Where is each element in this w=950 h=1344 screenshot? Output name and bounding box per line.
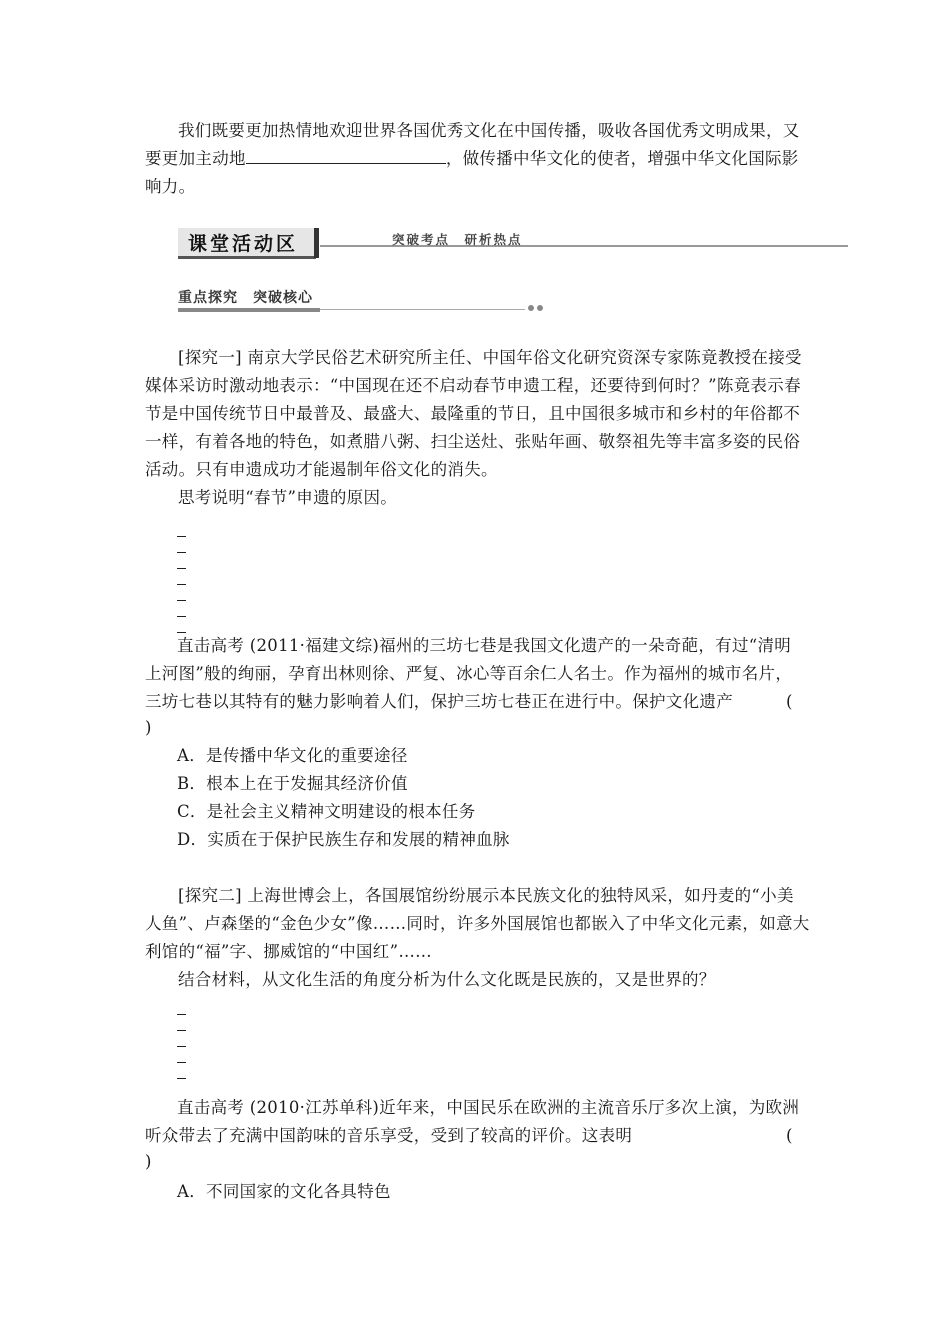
answer-blank[interactable] — [246, 145, 446, 164]
answer-line[interactable] — [177, 1062, 186, 1063]
answer-line[interactable] — [177, 584, 186, 585]
section-header — [178, 228, 848, 258]
intro-text-before: 我们既要更加热情地欢迎世界各国优秀文化在中国传播，吸收各国优秀文明成果，又要更加主动地 — [145, 121, 800, 168]
exam-one-line: 三坊七巷以其特有的魅力影响着人们，保护三坊七巷正在进行中。保护文化遗产 — [145, 692, 733, 711]
answer-paren-open: ( — [786, 692, 793, 711]
answer-line[interactable] — [177, 1014, 186, 1015]
answer-line[interactable] — [177, 1046, 186, 1047]
answer-line[interactable] — [177, 1078, 186, 1079]
answer-line[interactable] — [177, 1030, 186, 1031]
inquiry-one-text: [探究一] 南京大学民俗艺术研究所主任、中国年俗文化研究资深专家陈竟教授在接受媒体采访时激动地表示：“中国现在还不启动春节申遗工程，还要待到何时？”陈竟表示春节是中国传统节日中最普及、最盛大、最隆重的节日，且中国很多城市和乡村的年俗都不一样，有着各地的特色，如煮腊八粥、扫尘送灶、张贴年画、敬祭祖先等丰富多姿的民俗活动。只有申遗成功才能遏制年俗文化的消失。 — [145, 348, 802, 479]
option-c[interactable]: C．是社会主义精神文明建设的根本任务 — [177, 802, 476, 821]
inquiry-two-text: [探究二] 上海世博会上，各国展馆纷纷展示本民族文化的独特风采，如丹麦的“小美人鱼”、卢森堡的“金色少女”像……同时，许多外国展馆也都嵌入了中华文化元素，如意大利馆的“福”字、挪威馆的“中国红”…… — [145, 886, 810, 961]
option-a[interactable]: A．是传播中华文化的重要途径 — [177, 746, 408, 765]
exam-one-line: 上河图”般的绚丽，孕育出林则徐、严复、冰心等百余仁人名士。作为福州的城市名片， — [145, 664, 793, 683]
answer-line[interactable] — [177, 600, 186, 601]
subsection-rule — [320, 309, 525, 310]
intro-paragraph — [145, 117, 810, 201]
bullet-dot-icon — [537, 305, 543, 311]
answer-line[interactable] — [177, 568, 186, 569]
answer-line[interactable] — [177, 536, 186, 537]
option-d[interactable]: D．实质在于保护民族生存和发展的精神血脉 — [177, 830, 510, 849]
intro-text-after: ，做传播中华文化的使者，增强中华文化国际影响力。 — [145, 149, 799, 196]
exam-two-line: 直击高考 (2010·江苏单科)近年来，中国民乐在欧洲的主流音乐厅多次上演，为欧洲 — [177, 1098, 800, 1117]
subsection-bar — [178, 308, 320, 312]
option-a[interactable]: A．不同国家的文化各具特色 — [177, 1182, 391, 1201]
bullet-dot-icon — [528, 305, 534, 311]
option-b[interactable]: B．根本上在于发掘其经济价值 — [177, 774, 408, 793]
answer-line[interactable] — [177, 552, 186, 553]
section-title-box — [178, 228, 316, 259]
section-title: 课堂活动区 — [188, 233, 299, 255]
subsection-title: 重点探究 突破核心 — [178, 290, 313, 306]
section-divider-bar — [314, 228, 319, 258]
exam-one-line: 直击高考 (2011·福建文综)福州的三坊七巷是我国文化遗产的一朵奇葩，有过“清明 — [177, 636, 792, 655]
answer-paren-open: ( — [786, 1126, 793, 1145]
inquiry-two-question: 结合材料，从文化生活的角度分析为什么文化既是民族的，又是世界的？ — [178, 970, 716, 989]
subsection-header — [178, 287, 543, 315]
inquiry-one-question: 思考说明“春节”申遗的原因。 — [178, 488, 398, 507]
answer-paren-close: ) — [145, 1152, 152, 1171]
section-subtitle: 突破考点 研析热点 — [392, 232, 523, 247]
answer-paren-close: ) — [145, 718, 152, 737]
answer-line[interactable] — [177, 616, 186, 617]
exam-two-line: 听众带去了充满中国韵味的音乐享受，受到了较高的评价。这表明 — [145, 1126, 633, 1145]
